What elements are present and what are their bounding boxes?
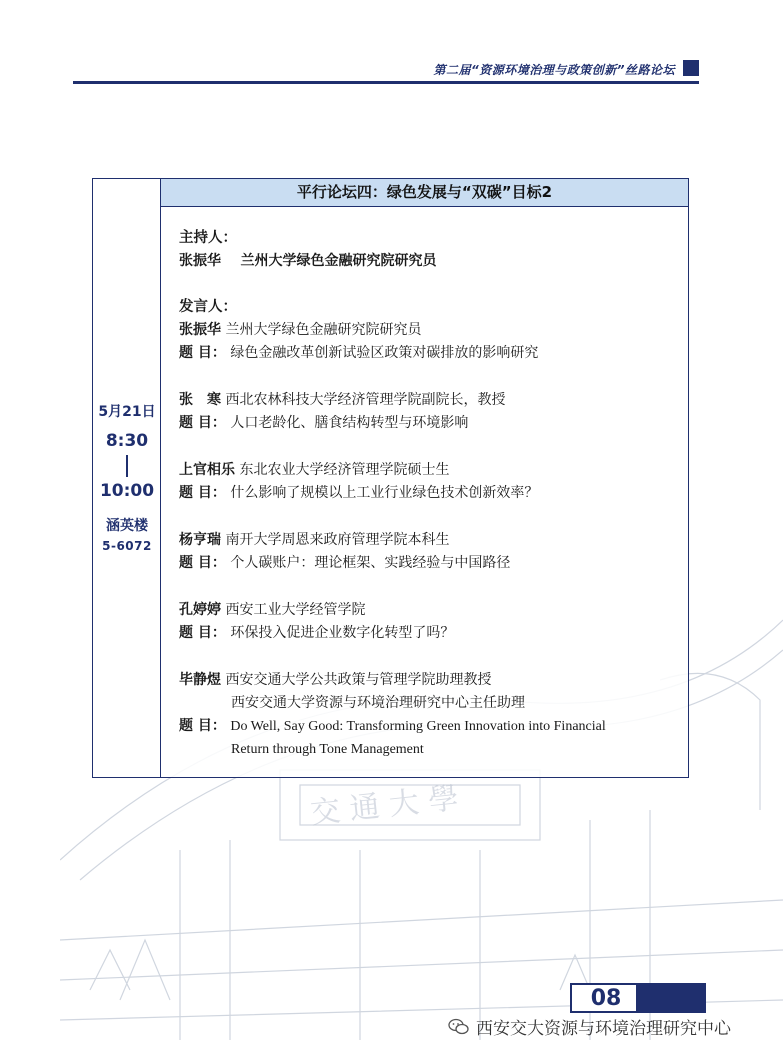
speaker-name: 杨亨瑞 <box>179 532 221 548</box>
watermark-text: 西安交大资源与环境治理研究中心 <box>476 1019 731 1039</box>
speaker-topic: 什么影响了规模以上工业行业绿色技术创新效率？ <box>230 485 539 501</box>
session-time-start: 8:30 <box>105 431 149 451</box>
header-square-mark <box>683 60 699 76</box>
wechat-watermark <box>448 1014 731 1039</box>
speaker-affiliation: 西安交通大学资源与环境治理研究中心主任助理 <box>231 695 525 711</box>
session-time-block <box>93 401 161 553</box>
session-building: 涵英楼 <box>106 518 148 534</box>
topic-label: 题 目： <box>179 718 226 734</box>
speaker-entry <box>179 319 678 365</box>
speaker-affiliation: 南开大学周恩来政府管理学院本科生 <box>225 532 450 548</box>
time-divider <box>126 455 128 477</box>
speaker-topic: Return through Tone Management <box>231 742 424 757</box>
wechat-icon <box>448 1018 470 1036</box>
host-name: 张振华 <box>179 253 221 269</box>
svg-text:交 通 大 學: 交 通 大 學 <box>308 780 461 832</box>
header-rule <box>73 81 699 84</box>
speaker-affiliation: 西安交通大学公共政策与管理学院助理教授 <box>225 672 492 688</box>
speaker-name: 毕静煜 <box>179 672 221 688</box>
speaker-entry <box>179 669 678 761</box>
forum-content <box>179 227 678 761</box>
topic-label: 题 目： <box>179 415 226 431</box>
speaker-name: 张振华 <box>179 322 221 338</box>
host-affiliation: 兰州大学绿色金融研究院研究员 <box>240 253 437 269</box>
date-column <box>93 179 161 777</box>
host-row <box>179 250 678 273</box>
header-title: 第二届“资源环境治理与政策创新”丝路论坛 <box>433 63 675 77</box>
speaker-affiliation: 西北农林科技大学经济管理学院副院长，教授 <box>225 392 506 408</box>
topic-label: 题 目： <box>179 555 226 571</box>
speaker-entry <box>179 459 678 505</box>
page-number-box <box>570 983 706 1013</box>
topic-label: 题 目： <box>179 485 226 501</box>
speaker-topic: 绿色金融改革创新试验区政策对碳排放的影响研究 <box>230 345 539 361</box>
host-label: 主持人： <box>179 230 237 246</box>
speaker-entry <box>179 389 678 435</box>
speaker-topic: Do Well, Say Good: Transforming Green Innovation into Financial <box>230 719 606 734</box>
speaker-topic: 人口老龄化、膳食结构转型与环境影响 <box>230 415 469 431</box>
session-room: 5-6072 <box>102 539 152 553</box>
page-number-fill <box>636 985 704 1011</box>
speaker-name: 上官相乐 <box>179 462 235 478</box>
speaker-name: 张 寒 <box>179 392 221 408</box>
topic-label: 题 目： <box>179 625 226 641</box>
forum-title: 平行论坛四：绿色发展与“双碳”目标2 <box>161 179 688 207</box>
forum-schedule-table <box>92 178 689 778</box>
page-number: 08 <box>590 986 622 1011</box>
speaker-affiliation: 兰州大学绿色金融研究院研究员 <box>225 322 422 338</box>
speaker-name: 孔婷婷 <box>179 602 221 618</box>
speaker-entry <box>179 529 678 575</box>
session-date: 5月21日 <box>98 404 156 420</box>
speaker-affiliation: 东北农业大学经济管理学院硕士生 <box>239 462 450 478</box>
session-time-end: 10:00 <box>99 481 155 501</box>
speaker-topic: 环保投入促进企业数字化转型了吗？ <box>230 625 455 641</box>
speaker-entry <box>179 599 678 645</box>
topic-label: 题 目： <box>179 345 226 361</box>
speaker-topic: 个人碳账户：理论框架、实践经验与中国路径 <box>230 555 511 571</box>
speaker-affiliation: 西安工业大学经管学院 <box>225 602 366 618</box>
speakers-label: 发言人： <box>179 299 237 315</box>
